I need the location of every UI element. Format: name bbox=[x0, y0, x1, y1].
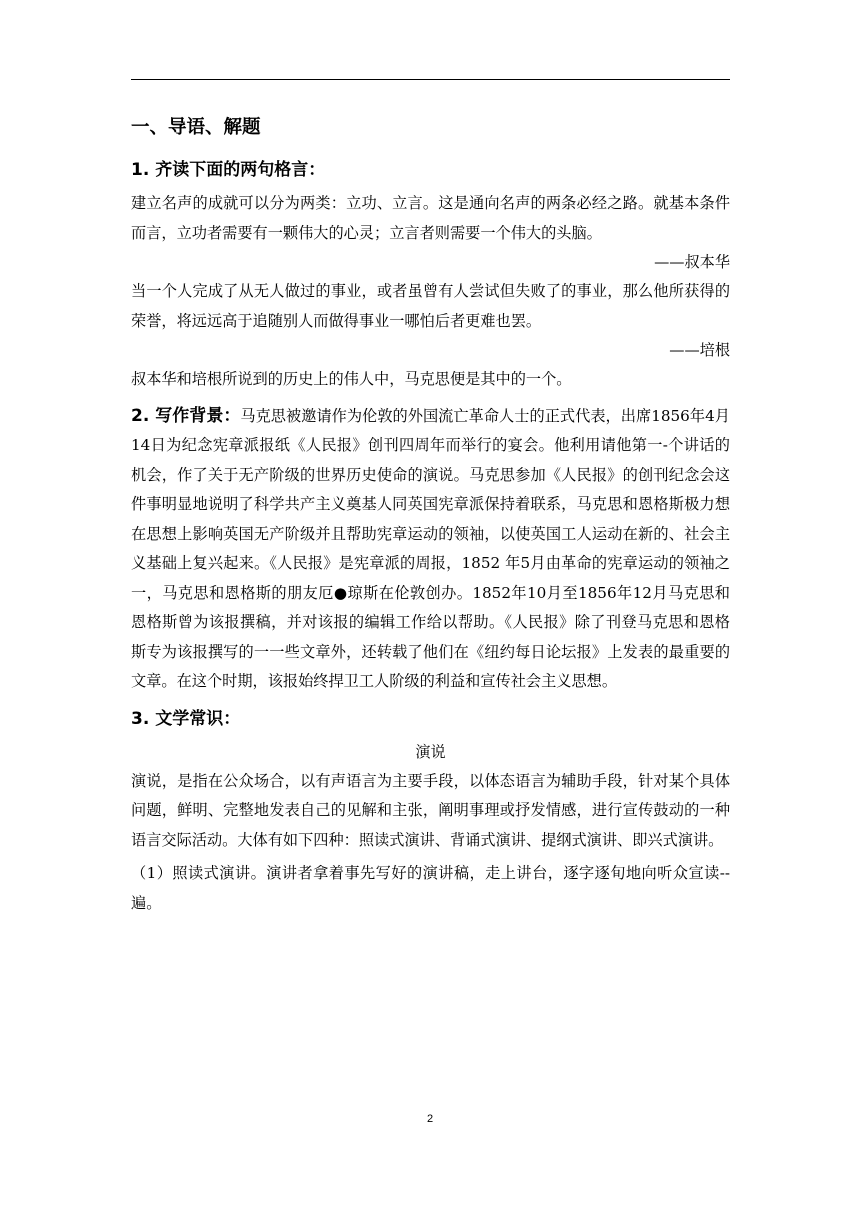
section-heading: 一、导语、解题 bbox=[131, 117, 261, 138]
item1-heading: 1. 齐读下面的两句格言： bbox=[131, 160, 326, 180]
background-paragraph bbox=[131, 402, 730, 697]
header-rule bbox=[131, 79, 730, 80]
quotes-conclusion: 叔本华和培根所说到的历史上的伟人中，马克思便是其中的一个。 bbox=[131, 370, 572, 388]
item2-heading: 2. 写作背景： bbox=[131, 405, 241, 426]
speech-type-1: （1）照读式演讲。演讲者拿着事先写好的演讲稿，走上讲台，逐字逐旬地向听众宣读--遍。 bbox=[131, 864, 730, 912]
quote-bacon: 当一个人完成了从无人做过的事业，或者虽曾有人尝试但失败了的事业，那么他所获得的荣誉，将远远高于追随别人而做得事业一哪怕后者更难也罢。 bbox=[131, 282, 730, 330]
quote-schopenhauer: 建立名声的成就可以分为两类：立功、立言。这是通向名声的两条必经之路。就基本条件而言，立功者需要有一颗伟大的心灵；立言者则需要一个伟大的头脑。 bbox=[131, 194, 730, 242]
page-number: 2 bbox=[426, 1113, 434, 1125]
quote-bacon-author: ——培根 bbox=[669, 341, 730, 359]
speech-definition: 演说，是指在公众场合，以有声语言为主要手段，以体态语言为辅助手段，针对某个具体问题，鲜明、完整地发表自己的见解和主张，阐明事理或抒发情感，进行宣传鼓动的一种语言交际活动。大体有如下四种：照读式演讲、背诵式演讲、提纲式演讲、即兴式演讲。 bbox=[131, 771, 730, 849]
page-content bbox=[131, 112, 730, 918]
speech-subtitle: 演说 bbox=[415, 742, 446, 761]
quote-schopenhauer-author: ——叔本华 bbox=[654, 253, 730, 271]
item3-heading: 3. 文学常识： bbox=[131, 708, 241, 729]
background-body: 马克思被邀请作为伦敦的外国流亡革命人士的正式代表，出席1856年4月14日为纪念宪章派报纸《人民报》创刊四周年而举行的宴会。他利用请他第一-个讲话的机会，作了关于无产阶级的世界历史使命的演说。马克思参加《人民报》的创刊纪念会这件事明显地说明了科学共产主义奠基人同英国宪章派保持着联系，马克思和恩格斯极力想在思想上影响英国无产阶级并且帮助宪章运动的领袖，以使英国工人运动在新的、社会主义基础上复兴起来。《人民报》是宪章派的周报，1852 年5月由革命的宪章运动的领袖之一，马克思和恩格斯的朋友厄●琼斯在伦敦创办。1852年10月至1856年12月马克思和恩格斯曾为该报撰稿，并对该报的编辑工作给以帮助。《人民报》除了刊登马克思和恩格斯专为该报撰写的一一些文章外，还转载了他们在《纽约每日论坛报》上发表的最重要的文章。在这个时期，该报始终捍卫工人阶级的利益和宣传社会主义思想。 bbox=[131, 406, 730, 690]
